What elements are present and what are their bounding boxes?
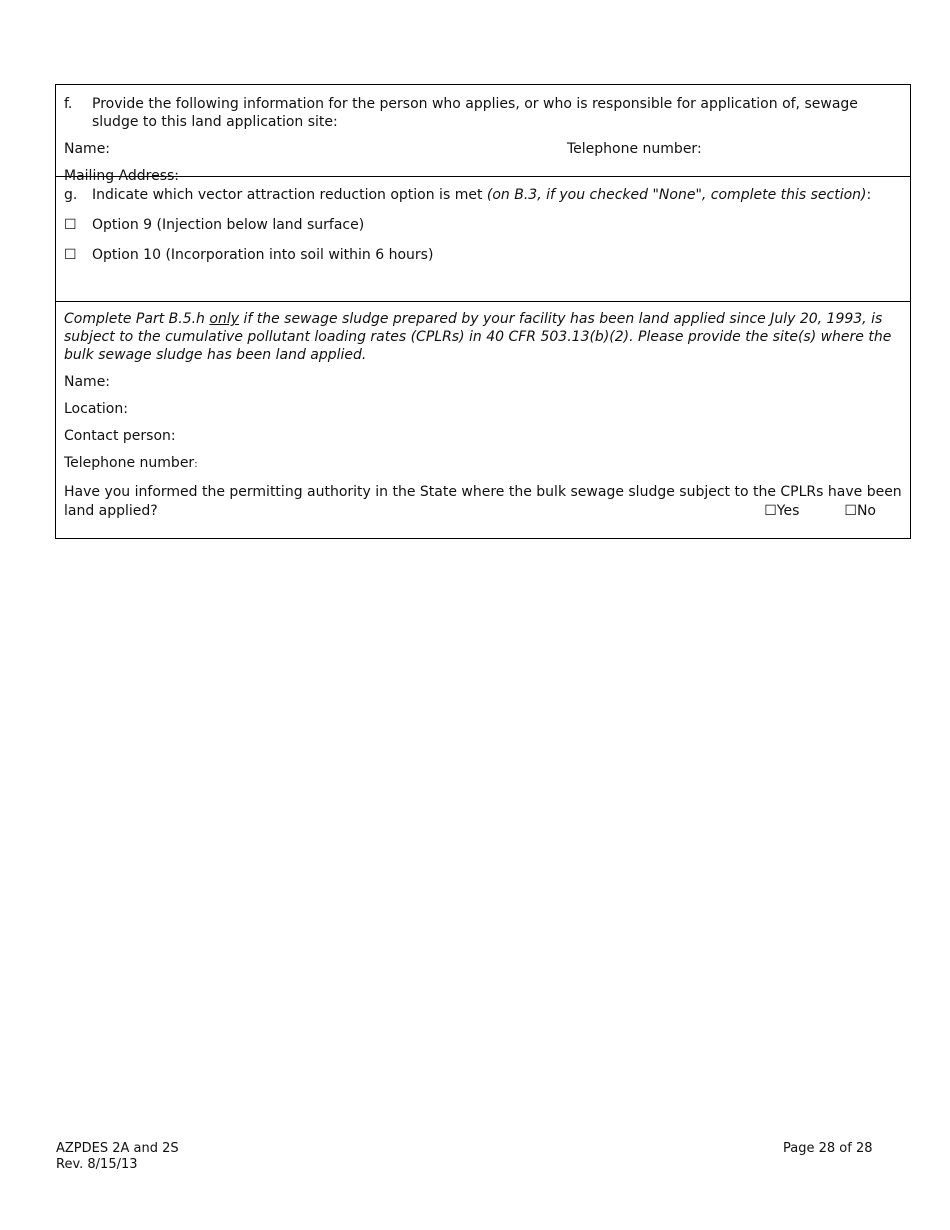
instruction-text: Indicate which vector attraction reduction option is met [92,187,487,203]
site-telephone-label[interactable] [64,454,902,474]
instruction-suffix: : [866,187,872,203]
applier-name-label[interactable]: Name: [64,141,111,157]
note-underlined: only [209,311,239,327]
no-option[interactable] [844,502,876,521]
applier-mailing-address-label[interactable]: Mailing Address: [64,168,180,184]
form-table [55,84,911,539]
question-text: Have you informed the permitting authority in the State where the bulk sewage sludge subject to the CPLRs have been land applied? [64,484,902,519]
yes-label: Yes [776,503,800,519]
item-letter: f. [64,96,73,112]
checkbox-icon[interactable]: ☐ [764,503,777,519]
answer-group [764,502,876,521]
form-name: AZPDES 2A and 2S [56,1141,179,1156]
name-telephone-row [64,140,902,158]
section-f [56,85,910,184]
revision: Rev. 8/15/13 [56,1157,138,1172]
cplr-question [64,483,902,521]
instruction-italic: (on B.3, if you checked "None", complete this section) [486,187,867,203]
option-10[interactable] [64,246,902,264]
site-location-label[interactable]: Location: [64,401,128,417]
footer-form-info [56,1141,179,1173]
section-h-note [64,310,902,364]
applier-telephone-label[interactable]: Telephone number: [567,141,702,157]
section-h [56,302,910,538]
note-suffix: if the sewage sludge prepared by your facility has been land applied since July 20, 1993, is subject to the cumulative pollutant loading rates (CPLRs) in 40 CFR 503.13(b)(2). Please provide the site(s) where the bulk sewage sludge has been land applied. [64,311,892,363]
checkbox-icon[interactable]: ☐ [64,247,77,263]
no-label: No [856,503,876,519]
item-text [92,186,902,204]
section-g [56,177,910,302]
option-9[interactable] [64,216,902,234]
page-number: Page 28 of 28 [783,1141,873,1156]
telephone-text: Telephone number [64,455,195,471]
checkbox-icon[interactable]: ☐ [64,217,77,233]
option-label: Option 10 (Incorporation into soil within 6 hours) [92,247,434,263]
yes-option[interactable] [764,502,799,521]
telephone-colon: : [194,459,198,470]
section-f-instruction [64,95,902,131]
checkbox-icon[interactable]: ☐ [844,503,857,519]
note-prefix: Complete Part B.5.h [64,311,210,327]
section-g-instruction [64,186,902,204]
option-label: Option 9 (Injection below land surface) [92,217,365,233]
site-name-label[interactable]: Name: [64,374,111,390]
item-text: Provide the following information for the person who applies, or who is responsible for application of, sewage sludge to this land application site: [92,96,858,130]
site-contact-label[interactable]: Contact person: [64,428,176,444]
item-letter: g. [64,187,78,203]
